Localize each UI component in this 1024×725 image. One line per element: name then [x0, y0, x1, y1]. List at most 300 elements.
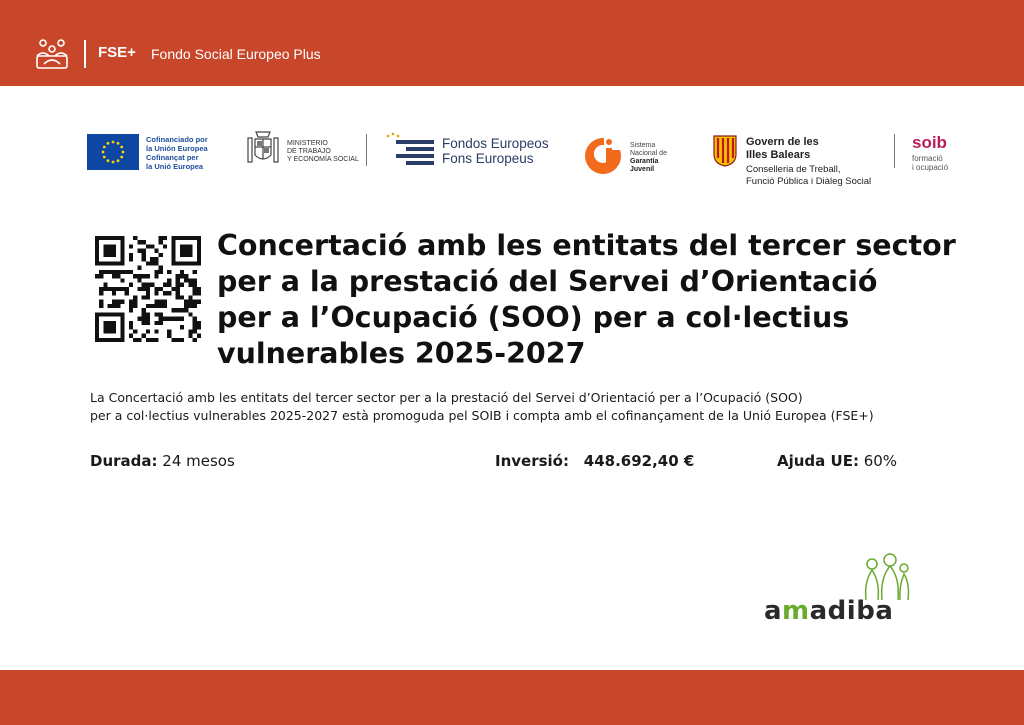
qr-module	[120, 287, 124, 291]
eu-cofinancing-text: Cofinanciado por la Unión Europea Cofinançat per la Unió Europea	[146, 135, 208, 171]
qr-module	[180, 249, 184, 253]
qr-module	[103, 244, 107, 248]
qr-module	[137, 278, 141, 282]
qr-module	[95, 249, 99, 253]
footer-bar	[0, 670, 1024, 725]
qr-module	[103, 270, 107, 274]
qr-module	[180, 338, 184, 342]
spain-coat-of-arms-icon	[244, 128, 282, 170]
qr-module	[193, 278, 197, 282]
qr-module	[197, 244, 201, 248]
qr-module	[129, 244, 133, 248]
qr-module	[154, 304, 158, 308]
qr-module	[112, 244, 116, 248]
qr-module	[146, 321, 150, 325]
qr-module	[146, 261, 150, 265]
qr-module	[159, 317, 163, 321]
qr-module	[193, 283, 197, 287]
qr-module	[197, 287, 201, 291]
qr-module	[95, 329, 99, 333]
logo-divider	[366, 134, 367, 166]
qr-module	[116, 236, 120, 240]
qr-module	[171, 257, 175, 261]
qr-module	[116, 261, 120, 265]
qr-module	[99, 270, 103, 274]
qr-module	[159, 236, 163, 240]
qr-module	[112, 253, 116, 257]
qr-module	[188, 236, 192, 240]
qr-module	[150, 261, 154, 265]
qr-module	[108, 329, 112, 333]
qr-module	[137, 240, 141, 244]
qr-module	[188, 295, 192, 299]
qr-module	[154, 312, 158, 316]
qr-module	[129, 283, 133, 287]
qr-module	[197, 249, 201, 253]
qr-module	[142, 240, 146, 244]
qr-module	[103, 287, 107, 291]
qr-module	[180, 253, 184, 257]
soib-subtitle: formació i ocupació	[912, 154, 949, 172]
qr-module	[120, 236, 124, 240]
qr-module	[188, 304, 192, 308]
qr-module	[142, 283, 146, 287]
qr-module	[180, 308, 184, 312]
qr-module	[99, 304, 103, 308]
qr-module	[137, 287, 141, 291]
qr-module	[99, 236, 103, 240]
qr-module	[167, 278, 171, 282]
qr-module	[197, 300, 201, 304]
qr-module	[120, 270, 124, 274]
qr-module	[171, 308, 175, 312]
fondos-europeos-text: Fondos Europeos Fons Europeus	[442, 136, 549, 166]
qr-module	[112, 291, 116, 295]
qr-module	[99, 261, 103, 265]
ministerio-text: MINISTERIO DE TRABAJO Y ECONOMÍA SOCIAL	[287, 140, 359, 163]
qr-module	[112, 304, 116, 308]
qr-module	[95, 312, 99, 316]
qr-module	[159, 312, 163, 316]
qr-module	[116, 287, 120, 291]
qr-module	[146, 295, 150, 299]
qr-module	[184, 274, 188, 278]
brand-full-name: Fondo Social Europeo Plus	[151, 46, 321, 62]
qr-module	[95, 334, 99, 338]
qr-module	[133, 300, 137, 304]
qr-module	[129, 270, 133, 274]
qr-module	[116, 338, 120, 342]
qr-module	[154, 249, 158, 253]
qr-module	[154, 338, 158, 342]
qr-module	[142, 308, 146, 312]
qr-module	[120, 257, 124, 261]
qr-module	[193, 317, 197, 321]
qr-module	[163, 300, 167, 304]
qr-module	[197, 261, 201, 265]
qr-module	[171, 317, 175, 321]
qr-module	[193, 261, 197, 265]
qr-module	[112, 325, 116, 329]
qr-module	[103, 261, 107, 265]
qr-module	[133, 295, 137, 299]
qr-module	[188, 253, 192, 257]
qr-module	[116, 304, 120, 308]
logo-divider	[894, 134, 895, 168]
qr-module	[159, 321, 163, 325]
qr-module	[125, 287, 129, 291]
qr-module	[108, 261, 112, 265]
page-title: Concertació amb les entitats del tercer sector per a la prestació del Servei d’Orientació per a l’Ocupació (SOO) per a col·lectius vulnerables 2025-2027	[217, 229, 956, 370]
qr-module	[103, 329, 107, 333]
qr-module	[188, 334, 192, 338]
qr-module	[184, 236, 188, 240]
qr-module	[120, 278, 124, 282]
qr-module	[108, 287, 112, 291]
qr-module	[197, 325, 201, 329]
qr-code[interactable]	[93, 236, 203, 342]
qr-module	[112, 249, 116, 253]
qr-module	[171, 244, 175, 248]
qr-module	[146, 317, 150, 321]
qr-module	[163, 283, 167, 287]
qr-module	[146, 304, 150, 308]
qr-module	[193, 291, 197, 295]
qr-module	[99, 338, 103, 342]
qr-module	[154, 261, 158, 265]
qr-module	[167, 334, 171, 338]
qr-module	[120, 240, 124, 244]
qr-module	[133, 274, 137, 278]
qr-module	[120, 338, 124, 342]
qr-module	[112, 274, 116, 278]
qr-module	[188, 249, 192, 253]
qr-module	[108, 249, 112, 253]
qr-module	[142, 253, 146, 257]
qr-module	[171, 253, 175, 257]
qr-module	[103, 253, 107, 257]
qr-module	[154, 287, 158, 291]
qr-module	[180, 270, 184, 274]
qr-module	[120, 317, 124, 321]
qr-module	[171, 240, 175, 244]
qr-module	[159, 253, 163, 257]
qr-module	[116, 274, 120, 278]
qr-module	[129, 304, 133, 308]
brand-short: FSE+	[98, 44, 136, 61]
qr-module	[108, 321, 112, 325]
qr-module	[176, 308, 180, 312]
qr-module	[197, 253, 201, 257]
qr-module	[154, 274, 158, 278]
qr-module	[180, 295, 184, 299]
qr-module	[171, 287, 175, 291]
qr-module	[193, 338, 197, 342]
qr-module	[142, 321, 146, 325]
qr-module	[180, 317, 184, 321]
qr-module	[184, 253, 188, 257]
qr-module	[184, 278, 188, 282]
qr-module	[150, 338, 154, 342]
qr-module	[120, 321, 124, 325]
qr-module	[176, 338, 180, 342]
garantia-juvenil-icon	[584, 134, 624, 178]
qr-module	[163, 317, 167, 321]
qr-module	[184, 244, 188, 248]
qr-module	[108, 304, 112, 308]
qr-module	[193, 329, 197, 333]
qr-module	[159, 304, 163, 308]
qr-module	[180, 283, 184, 287]
qr-module	[188, 244, 192, 248]
qr-module	[120, 325, 124, 329]
qr-module	[120, 249, 124, 253]
qr-module	[129, 257, 133, 261]
qr-module	[129, 300, 133, 304]
qr-module	[180, 261, 184, 265]
qr-module	[167, 329, 171, 333]
qr-module	[116, 270, 120, 274]
qr-module	[180, 274, 184, 278]
qr-module	[150, 257, 154, 261]
qr-module	[142, 249, 146, 253]
qr-module	[142, 287, 146, 291]
qr-module	[112, 287, 116, 291]
header-bar	[0, 0, 1024, 86]
qr-module	[146, 287, 150, 291]
qr-module	[180, 325, 184, 329]
qr-module	[197, 236, 201, 240]
description-text: La Concertació amb les entitats del tercer sector per a la prestació del Servei d’Orientació per a l’Ocupació (SOO) per a col·lectius vulnerables 2025-2027 està promoguda pel SOIB i compta amb el cofinançament de la Unió Europea (FSE+)	[90, 390, 874, 423]
qr-module	[193, 287, 197, 291]
qr-module	[171, 338, 175, 342]
qr-module	[197, 334, 201, 338]
qr-module	[120, 300, 124, 304]
qr-module	[146, 312, 150, 316]
qr-module	[103, 325, 107, 329]
qr-module	[99, 300, 103, 304]
qr-module	[197, 291, 201, 295]
qr-module	[176, 295, 180, 299]
qr-module	[154, 257, 158, 261]
qr-module	[120, 312, 124, 316]
qr-module	[120, 261, 124, 265]
qr-module	[188, 283, 192, 287]
qr-module	[154, 329, 158, 333]
qr-module	[163, 244, 167, 248]
qr-module	[133, 329, 137, 333]
qr-module	[120, 244, 124, 248]
qr-module	[188, 300, 192, 304]
qr-module	[95, 257, 99, 261]
qr-module	[176, 278, 180, 282]
qr-module	[133, 338, 137, 342]
qr-module	[137, 338, 141, 342]
stat-ajuda: Ajuda UE: 60%	[777, 452, 898, 470]
stat-inversio: Inversió: 448.692,40 €	[495, 452, 695, 470]
qr-module	[176, 236, 180, 240]
header-divider	[84, 40, 86, 68]
qr-module	[193, 304, 197, 308]
qr-module	[129, 253, 133, 257]
qr-module	[95, 240, 99, 244]
qr-module	[103, 312, 107, 316]
qr-module	[120, 253, 124, 257]
qr-module	[176, 317, 180, 321]
qr-module	[95, 338, 99, 342]
qr-module	[112, 312, 116, 316]
qr-module	[125, 270, 129, 274]
qr-module	[184, 300, 188, 304]
qr-module	[112, 329, 116, 333]
qr-module	[133, 304, 137, 308]
qr-module	[99, 274, 103, 278]
govern-balears-subtitle: Conselleria de Treball, Funció Pública i Diàleg Social	[746, 164, 872, 187]
qr-module	[142, 274, 146, 278]
qr-module	[116, 312, 120, 316]
qr-module	[154, 300, 158, 304]
qr-module	[146, 274, 150, 278]
qr-module	[163, 291, 167, 295]
qr-module	[112, 321, 116, 325]
qr-module	[95, 317, 99, 321]
qr-module	[159, 287, 163, 291]
qr-module	[108, 312, 112, 316]
qr-module	[99, 312, 103, 316]
qr-module	[167, 291, 171, 295]
qr-module	[146, 283, 150, 287]
fondos-europeos-icon	[384, 132, 436, 168]
qr-module	[146, 291, 150, 295]
qr-module	[108, 253, 112, 257]
qr-module	[180, 236, 184, 240]
qr-module	[99, 291, 103, 295]
qr-module	[193, 325, 197, 329]
amadiba-logo: amadiba	[764, 596, 894, 626]
qr-module	[95, 236, 99, 240]
qr-module	[167, 283, 171, 287]
qr-module	[95, 325, 99, 329]
qr-module	[193, 321, 197, 325]
qr-module	[142, 312, 146, 316]
qr-module	[129, 308, 133, 312]
qr-module	[108, 236, 112, 240]
qr-module	[112, 261, 116, 265]
qr-module	[142, 334, 146, 338]
qr-module	[150, 283, 154, 287]
qr-module	[108, 270, 112, 274]
qr-module	[142, 317, 146, 321]
qr-module	[99, 287, 103, 291]
qr-module	[125, 291, 129, 295]
qr-module	[188, 329, 192, 333]
qr-module	[197, 321, 201, 325]
qr-module	[103, 283, 107, 287]
qr-module	[112, 338, 116, 342]
qr-module	[167, 270, 171, 274]
qr-module	[137, 266, 141, 270]
qr-module	[184, 304, 188, 308]
govern-balears-title: Govern de les Illes Balears	[746, 136, 819, 161]
qr-module	[188, 261, 192, 265]
qr-module	[146, 329, 150, 333]
qr-module	[150, 244, 154, 248]
qr-module	[142, 257, 146, 261]
qr-module	[159, 266, 163, 270]
qr-module	[129, 325, 133, 329]
qr-module	[188, 278, 192, 282]
qr-module	[197, 240, 201, 244]
qr-module	[108, 338, 112, 342]
qr-module	[146, 338, 150, 342]
qr-module	[176, 261, 180, 265]
qr-module	[116, 300, 120, 304]
qr-module	[180, 244, 184, 248]
qr-module	[163, 236, 167, 240]
qr-module	[137, 274, 141, 278]
qr-module	[112, 236, 116, 240]
qr-module	[184, 308, 188, 312]
qr-module	[142, 295, 146, 299]
qr-module	[112, 270, 116, 274]
qr-module	[163, 304, 167, 308]
qr-module	[108, 244, 112, 248]
qr-module	[112, 300, 116, 304]
qr-module	[95, 261, 99, 265]
qr-module	[120, 334, 124, 338]
qr-module	[103, 338, 107, 342]
qr-module	[129, 321, 133, 325]
qr-module	[146, 244, 150, 248]
qr-module	[197, 257, 201, 261]
qr-module	[95, 244, 99, 248]
qr-module	[171, 236, 175, 240]
qr-module	[184, 261, 188, 265]
qr-module	[154, 291, 158, 295]
qr-module	[176, 283, 180, 287]
people-group-icon	[34, 36, 70, 72]
soib-logo: soib	[912, 133, 947, 152]
stat-durada: Durada: 24 mesos	[90, 452, 235, 470]
qr-module	[154, 321, 158, 325]
qr-module	[150, 304, 154, 308]
qr-module	[103, 321, 107, 325]
qr-module	[193, 300, 197, 304]
qr-module	[133, 236, 137, 240]
qr-module	[159, 240, 163, 244]
qr-module	[171, 261, 175, 265]
qr-module	[193, 270, 197, 274]
qr-module	[176, 291, 180, 295]
qr-module	[137, 317, 141, 321]
qr-module	[103, 236, 107, 240]
qr-module	[167, 317, 171, 321]
qr-module	[159, 300, 163, 304]
eu-flag-icon	[87, 134, 139, 170]
qr-module	[154, 270, 158, 274]
qr-module	[95, 253, 99, 257]
qr-module	[171, 249, 175, 253]
qr-module	[184, 249, 188, 253]
qr-module	[176, 287, 180, 291]
qr-module	[193, 236, 197, 240]
qr-module	[95, 321, 99, 325]
garantia-juvenil-text: Sistema Nacional de Garantía Juvenil	[630, 142, 667, 173]
qr-module	[129, 334, 133, 338]
qr-module	[176, 274, 180, 278]
qr-module	[188, 312, 192, 316]
qr-module	[103, 249, 107, 253]
